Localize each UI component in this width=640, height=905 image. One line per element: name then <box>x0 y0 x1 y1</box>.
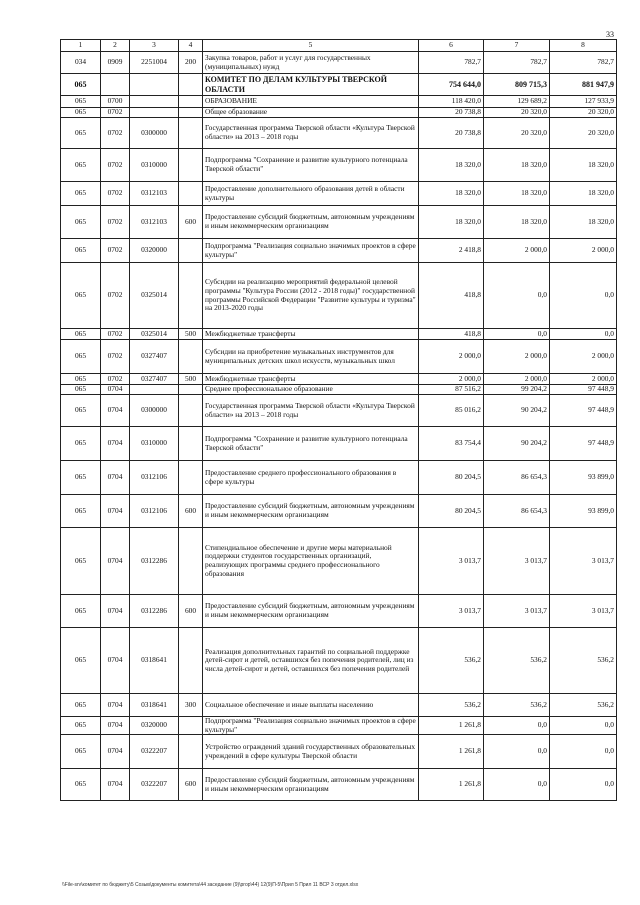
subsection-code: 0704 <box>101 628 130 694</box>
amount-2016: 536,2 <box>550 628 617 694</box>
expense-type-code: 600 <box>179 495 203 528</box>
amount-2014: 2 418,8 <box>419 239 484 263</box>
subsection-code: 0704 <box>101 769 130 801</box>
subsection-code: 0702 <box>101 149 130 182</box>
section-code: 065 <box>61 118 101 149</box>
table-row <box>61 206 617 239</box>
subsection-code: 0704 <box>101 717 130 735</box>
table-row <box>61 694 617 717</box>
amount-2015: 536,2 <box>484 628 550 694</box>
table-row <box>61 149 617 182</box>
table-row <box>61 340 617 374</box>
amount-2014: 3 013,7 <box>419 528 484 595</box>
item-name: Предоставление субсидий бюджетным, автономным учреждениям и иным некоммерческим организациям <box>203 495 419 528</box>
section-code: 065 <box>61 329 101 340</box>
expense-type-code <box>179 108 203 118</box>
target-article-code: 0322207 <box>130 769 179 801</box>
table-row <box>61 628 617 694</box>
subsection-code: 0702 <box>101 239 130 263</box>
amount-2016: 97 448,9 <box>550 395 617 427</box>
table-row <box>61 427 617 461</box>
amount-2016: 127 933,9 <box>550 96 617 108</box>
target-article-code: 0325014 <box>130 263 179 329</box>
section-code: 065 <box>61 239 101 263</box>
table-row <box>61 595 617 628</box>
subsection-code: 0704 <box>101 595 130 628</box>
expense-type-code <box>179 427 203 461</box>
subsection-code: 0702 <box>101 182 130 206</box>
target-article-code: 2251004 <box>130 52 179 74</box>
col-header-8: 8 <box>550 40 617 52</box>
col-header-7: 7 <box>484 40 550 52</box>
amount-2014: 1 261,8 <box>419 735 484 769</box>
amount-2016: 881 947,9 <box>550 74 617 96</box>
subsection-code: 0704 <box>101 395 130 427</box>
target-article-code <box>130 74 179 96</box>
amount-2016: 18 320,0 <box>550 206 617 239</box>
subsection-code: 0702 <box>101 108 130 118</box>
amount-2014: 18 320,0 <box>419 182 484 206</box>
target-article-code: 0325014 <box>130 329 179 340</box>
expense-type-code <box>179 182 203 206</box>
col-header-1: 1 <box>61 40 101 52</box>
item-name: Субсидии на приобретение музыкальных инструментов для муниципальных детских школ искусств, музыкальных школ <box>203 340 419 374</box>
subsection-code: 0702 <box>101 118 130 149</box>
target-article-code <box>130 385 179 395</box>
col-header-2: 2 <box>101 40 130 52</box>
amount-2014: 20 738,8 <box>419 108 484 118</box>
expense-type-code <box>179 717 203 735</box>
amount-2014: 1 261,8 <box>419 769 484 801</box>
item-name: Подпрограмма "Сохранение и развитие культурного потенциала Тверской области" <box>203 149 419 182</box>
amount-2015: 3 013,7 <box>484 528 550 595</box>
amount-2016: 20 320,0 <box>550 108 617 118</box>
amount-2016: 0,0 <box>550 735 617 769</box>
item-name: Государственная программа Тверской области «Культура Тверской области» на 2013 – 2018 годы <box>203 395 419 427</box>
amount-2015: 20 320,0 <box>484 108 550 118</box>
amount-2016: 2 000,0 <box>550 374 617 385</box>
amount-2016: 97 448,9 <box>550 427 617 461</box>
table-row <box>61 239 617 263</box>
expense-type-code <box>179 628 203 694</box>
section-code: 065 <box>61 461 101 495</box>
amount-2014: 80 204,5 <box>419 495 484 528</box>
section-code: 065 <box>61 74 101 96</box>
amount-2015: 20 320,0 <box>484 118 550 149</box>
table-row <box>61 385 617 395</box>
target-article-code: 0318641 <box>130 694 179 717</box>
amount-2015: 0,0 <box>484 717 550 735</box>
target-article-code: 0312286 <box>130 528 179 595</box>
amount-2014: 418,8 <box>419 263 484 329</box>
amount-2016: 18 320,0 <box>550 182 617 206</box>
item-name: ОБРАЗОВАНИЕ <box>203 96 419 108</box>
amount-2015: 809 715,3 <box>484 74 550 96</box>
target-article-code: 0300000 <box>130 395 179 427</box>
amount-2015: 0,0 <box>484 735 550 769</box>
expense-type-code: 500 <box>179 329 203 340</box>
amount-2016: 3 013,7 <box>550 528 617 595</box>
target-article-code: 0312103 <box>130 206 179 239</box>
expense-type-code: 300 <box>179 694 203 717</box>
item-name: Предоставление дополнительного образования детей в области культуры <box>203 182 419 206</box>
expense-type-code <box>179 263 203 329</box>
expense-type-code: 600 <box>179 769 203 801</box>
amount-2015: 18 320,0 <box>484 182 550 206</box>
amount-2016: 536,2 <box>550 694 617 717</box>
item-name: Предоставление субсидий бюджетным, автономным учреждениям и иным некоммерческим организациям <box>203 595 419 628</box>
section-code: 065 <box>61 395 101 427</box>
item-name: Подпрограмма "Сохранение и развитие культурного потенциала Тверской области" <box>203 427 419 461</box>
amount-2014: 1 261,8 <box>419 717 484 735</box>
col-header-5: 5 <box>203 40 419 52</box>
item-name: Социальное обеспечение и иные выплаты населению <box>203 694 419 717</box>
expense-type-code <box>179 395 203 427</box>
item-name: Межбюджетные трансферты <box>203 329 419 340</box>
expense-type-code: 500 <box>179 374 203 385</box>
item-name: Субсидии на реализацию мероприятий федеральной целевой программы "Культура России (2012 - 2018 годы)" государственной программы Российской Федерации "Развитие культуры и туризма" на 2013-2020 годы <box>203 263 419 329</box>
subsection-code: 0704 <box>101 495 130 528</box>
target-article-code: 0312106 <box>130 495 179 528</box>
amount-2015: 0,0 <box>484 263 550 329</box>
item-name: Подпрограмма "Реализация социально значимых проектов в сфере культуры" <box>203 239 419 263</box>
table-row <box>61 108 617 118</box>
expense-type-code: 600 <box>179 595 203 628</box>
subsection-code: 0700 <box>101 96 130 108</box>
target-article-code: 0300000 <box>130 118 179 149</box>
table-row <box>61 717 617 735</box>
expense-type-code <box>179 74 203 96</box>
amount-2016: 93 899,0 <box>550 461 617 495</box>
subsection-code: 0704 <box>101 528 130 595</box>
table-row <box>61 495 617 528</box>
amount-2015: 18 320,0 <box>484 206 550 239</box>
amount-2014: 536,2 <box>419 628 484 694</box>
table-row <box>61 74 617 96</box>
table-row <box>61 769 617 801</box>
expense-type-code <box>179 118 203 149</box>
table-row <box>61 263 617 329</box>
section-code: 065 <box>61 108 101 118</box>
section-code: 065 <box>61 263 101 329</box>
amount-2015: 86 654,3 <box>484 495 550 528</box>
table-row <box>61 461 617 495</box>
item-name: Подпрограмма "Реализация социально значимых проектов в сфере культуры" <box>203 717 419 735</box>
table-row <box>61 374 617 385</box>
section-code: 065 <box>61 340 101 374</box>
amount-2015: 2 000,0 <box>484 374 550 385</box>
section-code: 065 <box>61 149 101 182</box>
item-name: Устройство ограждений зданий государственных образовательных учреждений в сфере культуры Тверской области <box>203 735 419 769</box>
amount-2016: 2 000,0 <box>550 340 617 374</box>
amount-2015: 2 000,0 <box>484 340 550 374</box>
amount-2015: 0,0 <box>484 769 550 801</box>
budget-table <box>60 39 617 801</box>
target-article-code: 0312286 <box>130 595 179 628</box>
expense-type-code <box>179 385 203 395</box>
item-name: Закупка товаров, работ и услуг для государственных (муниципальных) нужд <box>203 52 419 74</box>
item-name: Реализация дополнительных гарантий по социальной поддержке детей-сирот и детей, оставшихся без попечения родителей, лиц из числа детей-сирот и детей, оставшихся без попечения родителей <box>203 628 419 694</box>
amount-2014: 83 754,4 <box>419 427 484 461</box>
table-row <box>61 735 617 769</box>
amount-2016: 0,0 <box>550 717 617 735</box>
table-row <box>61 395 617 427</box>
target-article-code: 0327407 <box>130 340 179 374</box>
col-header-4: 4 <box>179 40 203 52</box>
amount-2014: 118 420,0 <box>419 96 484 108</box>
page-number: 33 <box>606 30 614 39</box>
target-article-code: 0318641 <box>130 628 179 694</box>
amount-2016: 0,0 <box>550 263 617 329</box>
amount-2016: 782,7 <box>550 52 617 74</box>
subsection-code: 0704 <box>101 461 130 495</box>
expense-type-code <box>179 735 203 769</box>
amount-2015: 0,0 <box>484 329 550 340</box>
section-code: 065 <box>61 595 101 628</box>
subsection-code: 0704 <box>101 694 130 717</box>
amount-2014: 20 738,8 <box>419 118 484 149</box>
target-article-code: 0310000 <box>130 427 179 461</box>
subsection-code <box>101 74 130 96</box>
amount-2016: 97 448,9 <box>550 385 617 395</box>
amount-2014: 782,7 <box>419 52 484 74</box>
item-name: Предоставление среднего профессионального образования в сфере культуры <box>203 461 419 495</box>
subsection-code: 0909 <box>101 52 130 74</box>
amount-2014: 536,2 <box>419 694 484 717</box>
amount-2016: 2 000,0 <box>550 239 617 263</box>
amount-2016: 0,0 <box>550 769 617 801</box>
amount-2014: 87 516,2 <box>419 385 484 395</box>
col-header-6: 6 <box>419 40 484 52</box>
amount-2015: 3 013,7 <box>484 595 550 628</box>
amount-2015: 86 654,3 <box>484 461 550 495</box>
target-article-code: 0322207 <box>130 735 179 769</box>
item-name: Среднее профессиональное образование <box>203 385 419 395</box>
section-code: 065 <box>61 206 101 239</box>
expense-type-code <box>179 239 203 263</box>
table-row <box>61 96 617 108</box>
target-article-code: 0320000 <box>130 239 179 263</box>
amount-2016: 18 320,0 <box>550 149 617 182</box>
target-article-code <box>130 108 179 118</box>
section-code: 065 <box>61 694 101 717</box>
file-path-footer: \\File-srv\комитет по бюджету\5 Созыв\документы комитета\44 заседание (9)\prop\44) 12(9)П-5\Прил 5 Прил 11 ВСР 3 отдел.xlsx <box>62 882 359 888</box>
amount-2015: 129 689,2 <box>484 96 550 108</box>
amount-2014: 2 000,0 <box>419 374 484 385</box>
section-code: 065 <box>61 182 101 206</box>
table-row <box>61 528 617 595</box>
amount-2015: 90 204,2 <box>484 427 550 461</box>
table-row <box>61 118 617 149</box>
amount-2016: 93 899,0 <box>550 495 617 528</box>
table-row <box>61 329 617 340</box>
item-name: Предоставление субсидий бюджетным, автономным учреждениям и иным некоммерческим организациям <box>203 769 419 801</box>
target-article-code: 0327407 <box>130 374 179 385</box>
amount-2014: 2 000,0 <box>419 340 484 374</box>
header-row <box>61 40 617 52</box>
item-name: КОМИТЕТ ПО ДЕЛАМ КУЛЬТУРЫ ТВЕРСКОЙ ОБЛАСТИ <box>203 74 419 96</box>
section-code: 065 <box>61 628 101 694</box>
expense-type-code <box>179 340 203 374</box>
amount-2016: 3 013,7 <box>550 595 617 628</box>
subsection-code: 0704 <box>101 735 130 769</box>
col-header-3: 3 <box>130 40 179 52</box>
amount-2014: 3 013,7 <box>419 595 484 628</box>
subsection-code: 0704 <box>101 427 130 461</box>
amount-2014: 85 016,2 <box>419 395 484 427</box>
amount-2015: 90 204,2 <box>484 395 550 427</box>
subsection-code: 0702 <box>101 263 130 329</box>
amount-2014: 80 204,5 <box>419 461 484 495</box>
section-code: 065 <box>61 427 101 461</box>
amount-2015: 99 204,2 <box>484 385 550 395</box>
section-code: 065 <box>61 528 101 595</box>
subsection-code: 0702 <box>101 329 130 340</box>
expense-type-code <box>179 528 203 595</box>
item-name: Общее образование <box>203 108 419 118</box>
subsection-code: 0702 <box>101 206 130 239</box>
item-name: Межбюджетные трансферты <box>203 374 419 385</box>
amount-2015: 2 000,0 <box>484 239 550 263</box>
target-article-code: 0320000 <box>130 717 179 735</box>
expense-type-code <box>179 149 203 182</box>
expense-type-code: 600 <box>179 206 203 239</box>
amount-2016: 0,0 <box>550 329 617 340</box>
section-code: 065 <box>61 385 101 395</box>
amount-2016: 20 320,0 <box>550 118 617 149</box>
section-code: 065 <box>61 495 101 528</box>
amount-2014: 18 320,0 <box>419 149 484 182</box>
target-article-code: 0312106 <box>130 461 179 495</box>
expense-type-code <box>179 461 203 495</box>
section-code: 065 <box>61 769 101 801</box>
item-name: Государственная программа Тверской области «Культура Тверской области» на 2013 – 2018 годы <box>203 118 419 149</box>
target-article-code: 0310000 <box>130 149 179 182</box>
amount-2015: 536,2 <box>484 694 550 717</box>
section-code: 065 <box>61 717 101 735</box>
table-row <box>61 182 617 206</box>
amount-2015: 18 320,0 <box>484 149 550 182</box>
section-code: 065 <box>61 96 101 108</box>
table-row <box>61 52 617 74</box>
item-name: Предоставление субсидий бюджетным, автономным учреждениям и иным некоммерческим организациям <box>203 206 419 239</box>
amount-2014: 418,8 <box>419 329 484 340</box>
target-article-code: 0312103 <box>130 182 179 206</box>
item-name: Стипендиальное обеспечение и другие меры материальной поддержки студентов государственных организаций, реализующих программы среднего профессионального образования <box>203 528 419 595</box>
subsection-code: 0702 <box>101 340 130 374</box>
subsection-code: 0704 <box>101 385 130 395</box>
expense-type-code: 200 <box>179 52 203 74</box>
subsection-code: 0702 <box>101 374 130 385</box>
target-article-code <box>130 96 179 108</box>
expense-type-code <box>179 96 203 108</box>
section-code: 065 <box>61 374 101 385</box>
amount-2015: 782,7 <box>484 52 550 74</box>
section-code: 065 <box>61 735 101 769</box>
amount-2014: 754 644,0 <box>419 74 484 96</box>
amount-2014: 18 320,0 <box>419 206 484 239</box>
section-code: 034 <box>61 52 101 74</box>
